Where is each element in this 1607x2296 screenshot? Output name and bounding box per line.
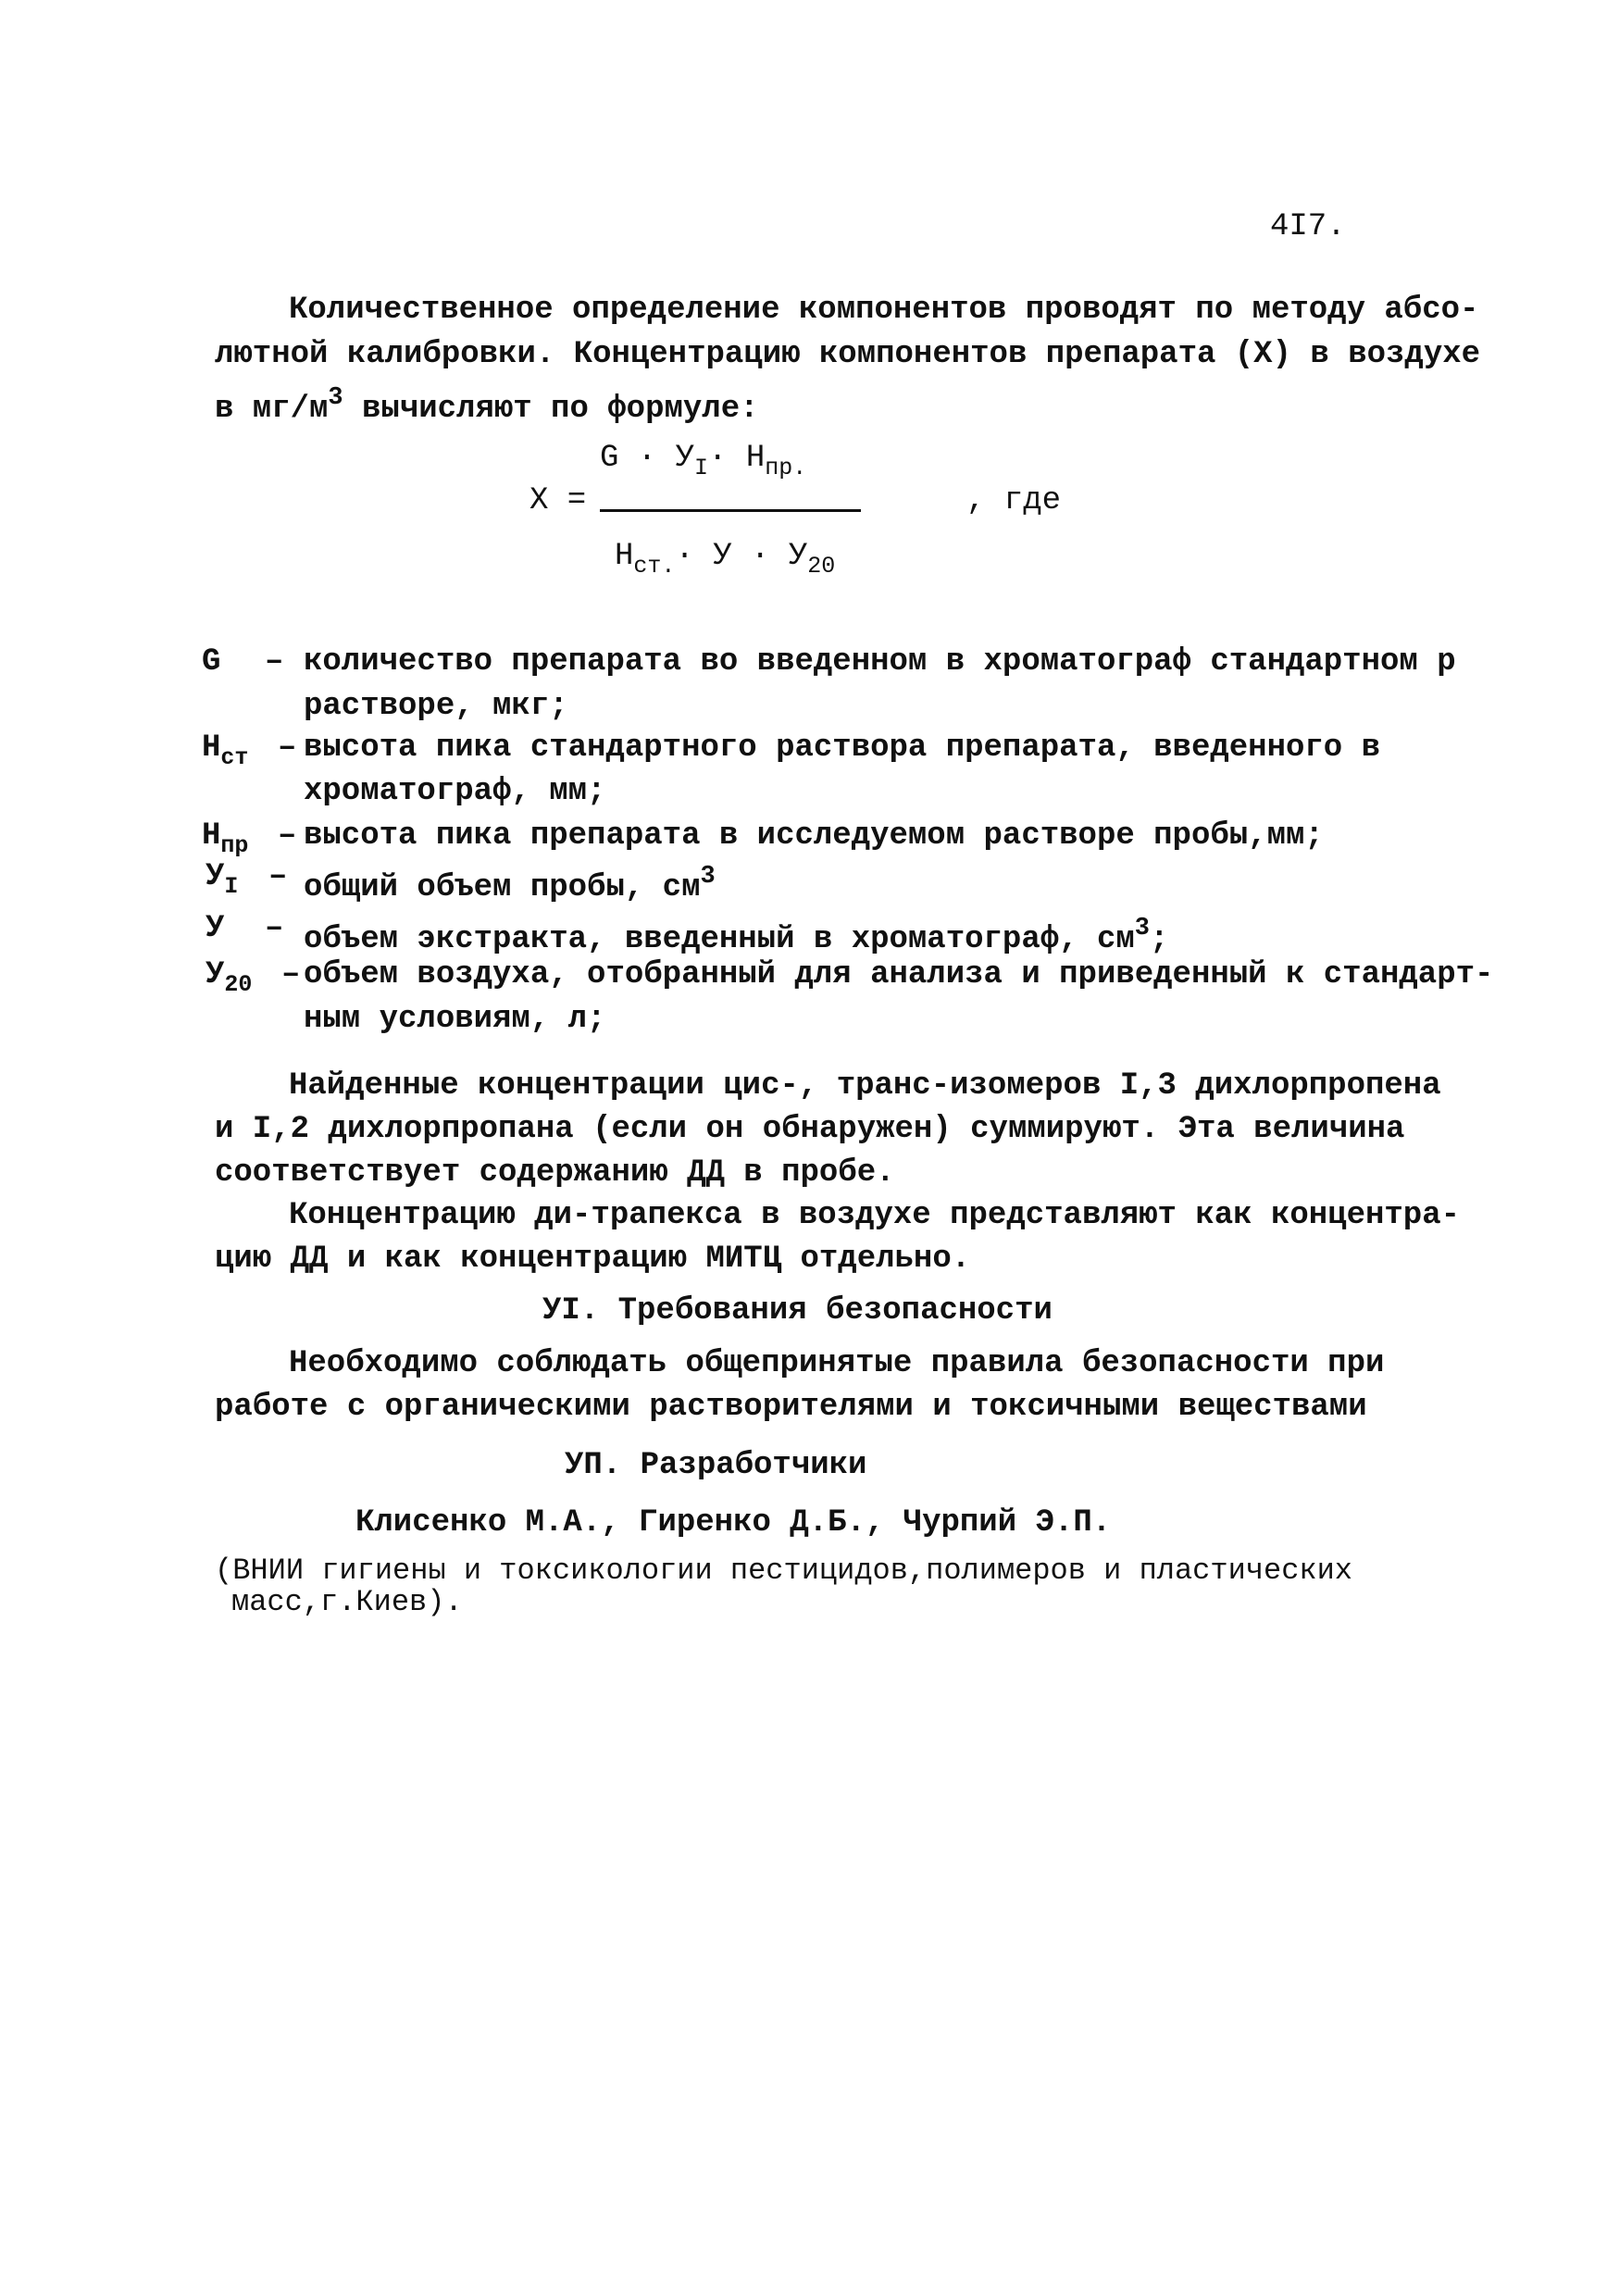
def-symbol-sub: 20 (224, 971, 253, 998)
def-text-line: количество препарата во введенном в хроматограф стандартном р (304, 644, 1456, 680)
def-text-line: высота пика стандартного раствора препарата, введенного в (304, 730, 1380, 766)
formula-lhs: X = (529, 483, 587, 518)
def-text-tail: ; (1149, 922, 1169, 957)
intro-line-3-post: вычисляют по формуле: (343, 392, 759, 427)
formula-num-y-sub: I (694, 455, 709, 481)
def-text: объем экстракта, введенный в хроматограф, см (304, 922, 1135, 957)
def-dash: – (265, 644, 284, 680)
def-text-line (304, 855, 716, 910)
intro-line-2: лютной калибровки. Концентрацию компонентов препарата (X) в воздухе (215, 337, 1481, 372)
def-dash: – (278, 818, 297, 854)
def-symbol-text: Н (202, 730, 221, 766)
def-symbol-sub: пр (220, 832, 249, 859)
para1-line-2: и I,2 дихлорпропана (если он обнаружен) суммируют. Эта величина (215, 1112, 1405, 1147)
def-symbol-text: У (206, 859, 225, 894)
def-symbol-sub: I (224, 873, 239, 900)
formula-numerator (600, 437, 806, 490)
def-symbol-y20 (206, 954, 252, 1006)
formula-den-h-sub: ст. (633, 553, 676, 580)
formula-den-h: Н (615, 539, 634, 574)
def-sup: 3 (1134, 915, 1150, 942)
def-symbol-y (206, 907, 224, 951)
formula-num-dot: · (708, 441, 746, 476)
formula-den-y20-sub: 20 (807, 553, 836, 580)
section-7-heading: УП. Разработчики (565, 1448, 867, 1483)
def-text-line: высота пика препарата в исследуемом растворе пробы,мм; (304, 818, 1324, 854)
def-dash: – (265, 911, 284, 946)
fraction-bar (600, 509, 861, 512)
formula-where: , где (966, 483, 1062, 518)
formula-num-g: G (600, 441, 619, 476)
def-text-line: объем воздуха, отобранный для анализа и приведенный к стандарт- (304, 957, 1494, 992)
page-number: 4I7. (1270, 209, 1346, 244)
def-dash: – (278, 730, 297, 766)
formula-den-y: У (713, 539, 732, 574)
formula-den-y20: У (788, 539, 808, 574)
def-text-line: хроматограф, мм; (304, 774, 606, 809)
para2-line-2: цию ДД и как концентрацию МИТЦ отдельно. (215, 1242, 971, 1277)
def-sup: 3 (700, 863, 716, 891)
intro-line-3-sup: 3 (328, 384, 343, 412)
def-text-line: ным условиям, л; (304, 1002, 606, 1037)
intro-line-3-pre: в мг/м (215, 392, 329, 427)
def-symbol-text: G (202, 644, 221, 680)
formula-num-h: Н (745, 441, 766, 476)
def-symbol-text: Н (202, 818, 221, 854)
def-symbol-y-i (206, 855, 238, 908)
section-6-line-2: работе с органическими растворителями и токсичными веществами (215, 1390, 1367, 1425)
def-symbol-h-st (202, 727, 248, 780)
def-symbol-text: У (206, 957, 225, 992)
formula-den-dot: · (675, 539, 714, 574)
formula-denominator (615, 535, 835, 588)
def-text-line: растворе, мкг; (304, 689, 568, 724)
para1-line-3: соответствует содержанию ДД в пробе. (215, 1155, 895, 1191)
intro-line-1: Количественное определение компонентов проводят по методу абсо- (289, 293, 1479, 328)
formula-num-y: У (675, 441, 695, 476)
def-symbol-text: У (206, 911, 225, 946)
section-6-heading: УI. Требования безопасности (542, 1293, 1053, 1329)
intro-line-3 (215, 377, 759, 431)
def-text: общий объем пробы, см (304, 870, 701, 905)
def-symbol-sub: ст (220, 744, 249, 771)
def-dash: – (281, 957, 301, 992)
para2-line-1: Концентрацию ди-трапекса в воздухе представляют как концентра- (289, 1198, 1461, 1233)
def-symbol-g (202, 641, 220, 684)
def-dash: – (268, 859, 288, 894)
formula-num-h-sub: пр. (765, 455, 807, 481)
affiliation-line-1: (ВНИИ гигиены и токсикологии пестицидов,полимеров и пластических (215, 1554, 1352, 1588)
formula-den-dot: · (731, 539, 789, 574)
section-6-line-1: Необходимо соблюдать общепринятые правила безопасности при (289, 1346, 1385, 1381)
authors: Клисенко М.А., Гиренко Д.Б., Чурпий Э.П. (355, 1505, 1112, 1541)
para1-line-1: Найденные концентрации цис-, транс-изомеров I,3 дихлорпропена (289, 1068, 1441, 1104)
formula-num-dot: · (618, 441, 676, 476)
affiliation-line-2: масс,г.Киев). (231, 1585, 463, 1619)
